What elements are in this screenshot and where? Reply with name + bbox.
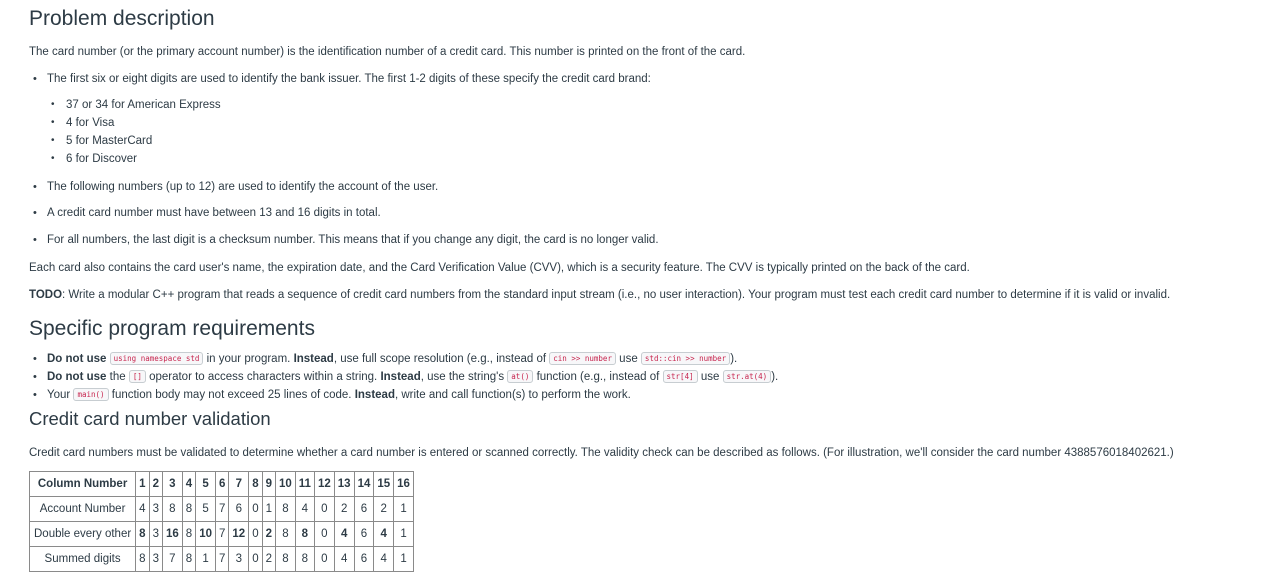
table-cell: 12 <box>229 522 249 547</box>
table-cell: 16 <box>162 522 182 547</box>
intro-paragraph: The card number (or the primary account number) is the identification number of a credit card. This number is printed on the front of the card. <box>29 46 746 58</box>
table-cell: 2 <box>149 472 162 497</box>
requirement-item <box>29 386 778 404</box>
bullet-list-3 <box>29 206 381 220</box>
table-cell: 6 <box>354 497 374 522</box>
text: use <box>619 353 638 365</box>
table-cell: 6 <box>354 547 374 572</box>
table-cell: 3 <box>149 497 162 522</box>
row-label: Summed digits <box>30 547 136 572</box>
row-label: Double every other <box>30 522 136 547</box>
table-cell: 8 <box>249 472 262 497</box>
table-cell: 0 <box>249 522 262 547</box>
text: operator to access characters within a string. <box>149 371 378 383</box>
table-row <box>30 522 414 547</box>
cvv-paragraph: Each card also contains the card user's name, the expiration date, and the Card Verification Value (CVV), which is a security feature. The CVV is typically printed on the back of the card. <box>29 262 970 274</box>
bullet-list-4 <box>29 233 659 247</box>
table-cell: 5 <box>196 472 216 497</box>
text: , use the string's <box>420 371 505 383</box>
table-cell: 8 <box>295 522 314 547</box>
table-cell: 1 <box>394 547 414 572</box>
row-label: Account Number <box>30 497 136 522</box>
code-inline: str[4] <box>663 370 698 383</box>
table-cell: 3 <box>162 472 182 497</box>
code-inline: std::cin >> number <box>641 352 730 365</box>
table-cell: 5 <box>196 497 216 522</box>
table-cell: 7 <box>162 547 182 572</box>
table-cell: 8 <box>295 547 314 572</box>
text: , use full scope resolution (e.g., instead of <box>333 353 547 365</box>
table-cell: 1 <box>394 497 414 522</box>
text-bold: Instead <box>354 389 395 401</box>
table-cell: 3 <box>229 547 249 572</box>
text: in your program. <box>206 353 291 365</box>
text-bold: Do not use <box>47 371 107 383</box>
code-inline: using namespace std <box>110 352 204 365</box>
list-item: • The first six or eight digits are used to identify the bank issuer. The first 1-2 digits of these specify the credit card brand: <box>29 72 651 86</box>
table-cell: 9 <box>262 472 275 497</box>
table-cell: 4 <box>136 497 149 522</box>
text: use <box>700 371 720 383</box>
table-cell: 4 <box>334 547 354 572</box>
brand-sublist <box>29 96 221 168</box>
table-cell: 2 <box>262 522 275 547</box>
text-bold: Instead <box>380 371 421 383</box>
table-cell: 13 <box>334 472 354 497</box>
table-cell: 10 <box>196 522 216 547</box>
table-cell: 11 <box>295 472 314 497</box>
table-cell: 4 <box>295 497 314 522</box>
text: function body may not exceed 25 lines of code. <box>111 389 352 401</box>
table-cell: 8 <box>276 497 296 522</box>
table-cell: 6 <box>215 472 228 497</box>
table-cell: 0 <box>314 547 334 572</box>
table-cell: 8 <box>136 522 149 547</box>
table-row <box>30 497 414 522</box>
requirements-list <box>29 350 778 404</box>
code-inline: at() <box>507 370 533 383</box>
list-item: • The following numbers (up to 12) are used to identify the account of the user. <box>29 180 438 194</box>
code-inline: cin >> number <box>549 352 616 365</box>
table-cell: 16 <box>394 472 414 497</box>
table-cell: 1 <box>394 522 414 547</box>
table-cell: 4 <box>334 522 354 547</box>
table-cell: 0 <box>314 522 334 547</box>
code-inline: main() <box>73 388 108 401</box>
bullet-list-2 <box>29 180 438 194</box>
list-item: • 6 for Discover <box>29 150 221 168</box>
table-cell: 8 <box>136 547 149 572</box>
table-row <box>30 547 414 572</box>
text: Your <box>47 389 71 401</box>
text-bold: Do not use <box>47 353 107 365</box>
todo-paragraph <box>29 288 1170 302</box>
list-item: • 4 for Visa <box>29 114 221 132</box>
table-cell: 1 <box>196 547 216 572</box>
table-cell: 1 <box>136 472 149 497</box>
table-cell: 4 <box>374 547 394 572</box>
list-item: • For all numbers, the last digit is a checksum number. This means that if you change any digit, the card is no longer valid. <box>29 233 659 247</box>
validation-table <box>29 471 414 572</box>
table-row <box>30 472 414 497</box>
list-item: • 37 or 34 for American Express <box>29 96 221 114</box>
table-cell: 4 <box>374 522 394 547</box>
code-inline: str.at(4) <box>723 370 772 383</box>
text: ). <box>730 353 738 365</box>
table-cell: 2 <box>334 497 354 522</box>
table-cell: 0 <box>249 497 262 522</box>
table-cell: 3 <box>149 547 162 572</box>
table-cell: 6 <box>229 497 249 522</box>
row-label: Column Number <box>30 472 136 497</box>
table-cell: 2 <box>262 547 275 572</box>
list-item: • 5 for MasterCard <box>29 132 221 150</box>
table-cell: 4 <box>182 472 195 497</box>
table-cell: 12 <box>314 472 334 497</box>
brand-bullet-list <box>29 72 651 86</box>
table-cell: 8 <box>182 547 195 572</box>
heading-problem-description: Problem description <box>29 7 215 30</box>
table-cell: 10 <box>276 472 296 497</box>
text: ). <box>771 371 779 383</box>
table-cell: 8 <box>182 497 195 522</box>
list-item: • A credit card number must have between 13 and 16 digits in total. <box>29 206 381 220</box>
table-cell: 15 <box>374 472 394 497</box>
table-cell: 7 <box>215 522 228 547</box>
code-inline: [] <box>129 370 146 383</box>
table-cell: 2 <box>374 497 394 522</box>
table-cell: 3 <box>149 522 162 547</box>
table-cell: 14 <box>354 472 374 497</box>
table-cell: 8 <box>182 522 195 547</box>
table-cell: 7 <box>229 472 249 497</box>
todo-text: : Write a modular C++ program that reads a sequence of credit card numbers from the standard input stream (i.e., no user interaction). Your program must test each credit card number to determine if it is valid or invalid. <box>62 289 1171 301</box>
table-cell: 1 <box>262 497 275 522</box>
table-cell: 0 <box>314 497 334 522</box>
text: function (e.g., instead of <box>536 371 660 383</box>
heading-validation: Credit card number validation <box>29 408 271 429</box>
text: , write and call function(s) to perform the work. <box>394 389 631 401</box>
table-cell: 7 <box>215 547 228 572</box>
requirement-item <box>29 368 778 386</box>
requirement-item <box>29 350 778 368</box>
table-cell: 8 <box>162 497 182 522</box>
table-cell: 6 <box>354 522 374 547</box>
table-cell: 8 <box>276 522 296 547</box>
heading-program-requirements: Specific program requirements <box>29 317 315 340</box>
todo-label: TODO <box>29 289 63 301</box>
table-cell: 7 <box>215 497 228 522</box>
text-bold: Instead <box>293 353 334 365</box>
text: the <box>109 371 126 383</box>
table-cell: 0 <box>249 547 262 572</box>
table-cell: 8 <box>276 547 296 572</box>
validation-intro: Credit card numbers must be validated to determine whether a card number is entered or scanned correctly. The validity check can be described as follows. (For illustration, we'll consider the card number 4388576018402621.) <box>29 447 1174 459</box>
